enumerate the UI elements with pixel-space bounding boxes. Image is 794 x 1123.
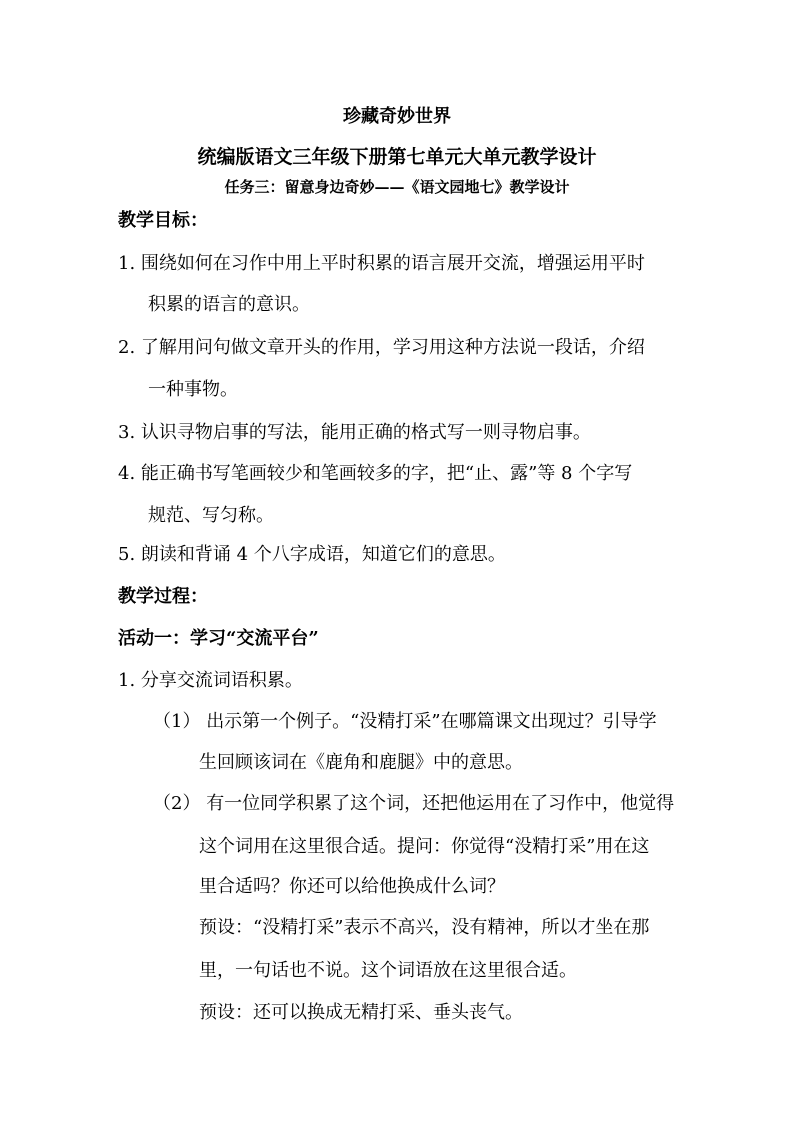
goal-item-2 [118,339,645,357]
step-text: 分享交流词语积累。 [140,670,303,691]
task-heading: 任务三：留意身边奇妙——《语文园地七》教学设计 [224,178,570,196]
document-title: 珍藏奇妙世界 [343,106,451,127]
goal-item-1 [118,255,645,273]
goal-text: 能正确书写笔画较少和笔画较多的字，把“止、露”等 8 个字写 [140,463,633,484]
goal-item-3 [118,424,591,442]
goal-number: 1. [118,253,136,274]
goal-text: 朗读和背诵 4 个八字成语，知道它们的意思。 [140,544,506,565]
preset-answer: 预设：“没精打采”表示不高兴，没有精神，所以才坐在那 [199,917,650,938]
sub-item-1-continued: 生回顾该词在《鹿角和鹿腿》中的意思。 [199,752,523,773]
step-item-1 [118,672,303,690]
goal-item-1-continued: 积累的语言的意识。 [148,294,310,315]
sub-item-number: （1） [153,711,201,732]
goal-text: 围绕如何在习作中用上平时积累的语言展开交流，增强运用平时 [140,253,645,274]
process-heading: 教学过程： [118,586,208,607]
preset-answer: 预设：还可以换成无精打采、垂头丧气。 [199,1002,523,1023]
goal-text: 了解用问句做文章开头的作用，学习用这种方法说一段话，介绍 [140,337,645,358]
goal-item-2-continued: 一种事物。 [148,379,238,400]
goals-heading: 教学目标： [118,210,208,231]
sub-item-1 [153,713,657,731]
goal-number: 3. [118,422,136,443]
activity-heading: 活动一：学习“交流平台” [118,628,319,649]
goal-item-5 [118,546,506,564]
goal-item-4 [118,465,632,483]
sub-item-2-continued: 这个词用在这里很合适。提问：你觉得“没精打采”用在这 [199,836,650,857]
goal-item-4-continued: 规范、写匀称。 [148,505,274,526]
sub-item-2 [153,795,674,813]
sub-item-text: 出示第一个例子。“没精打采”在哪篇课文出现过？引导学 [206,711,657,732]
goal-number: 4. [118,463,136,484]
sub-item-number: （2） [153,793,201,814]
goal-number: 5. [118,544,136,565]
document-subtitle: 统编版语文三年级下册第七单元大单元教学设计 [197,146,597,168]
goal-text: 认识寻物启事的写法，能用正确的格式写一则寻物启事。 [140,422,591,443]
sub-item-text: 有一位同学积累了这个词，还把他运用在了习作中，他觉得 [206,793,675,814]
goal-number: 2. [118,337,136,358]
sub-item-2-continued: 里合适吗？你还可以给他换成什么词？ [199,876,505,897]
step-number: 1. [118,670,136,691]
preset-answer-continued: 里，一句话也不说。这个词语放在这里很合适。 [199,960,577,981]
